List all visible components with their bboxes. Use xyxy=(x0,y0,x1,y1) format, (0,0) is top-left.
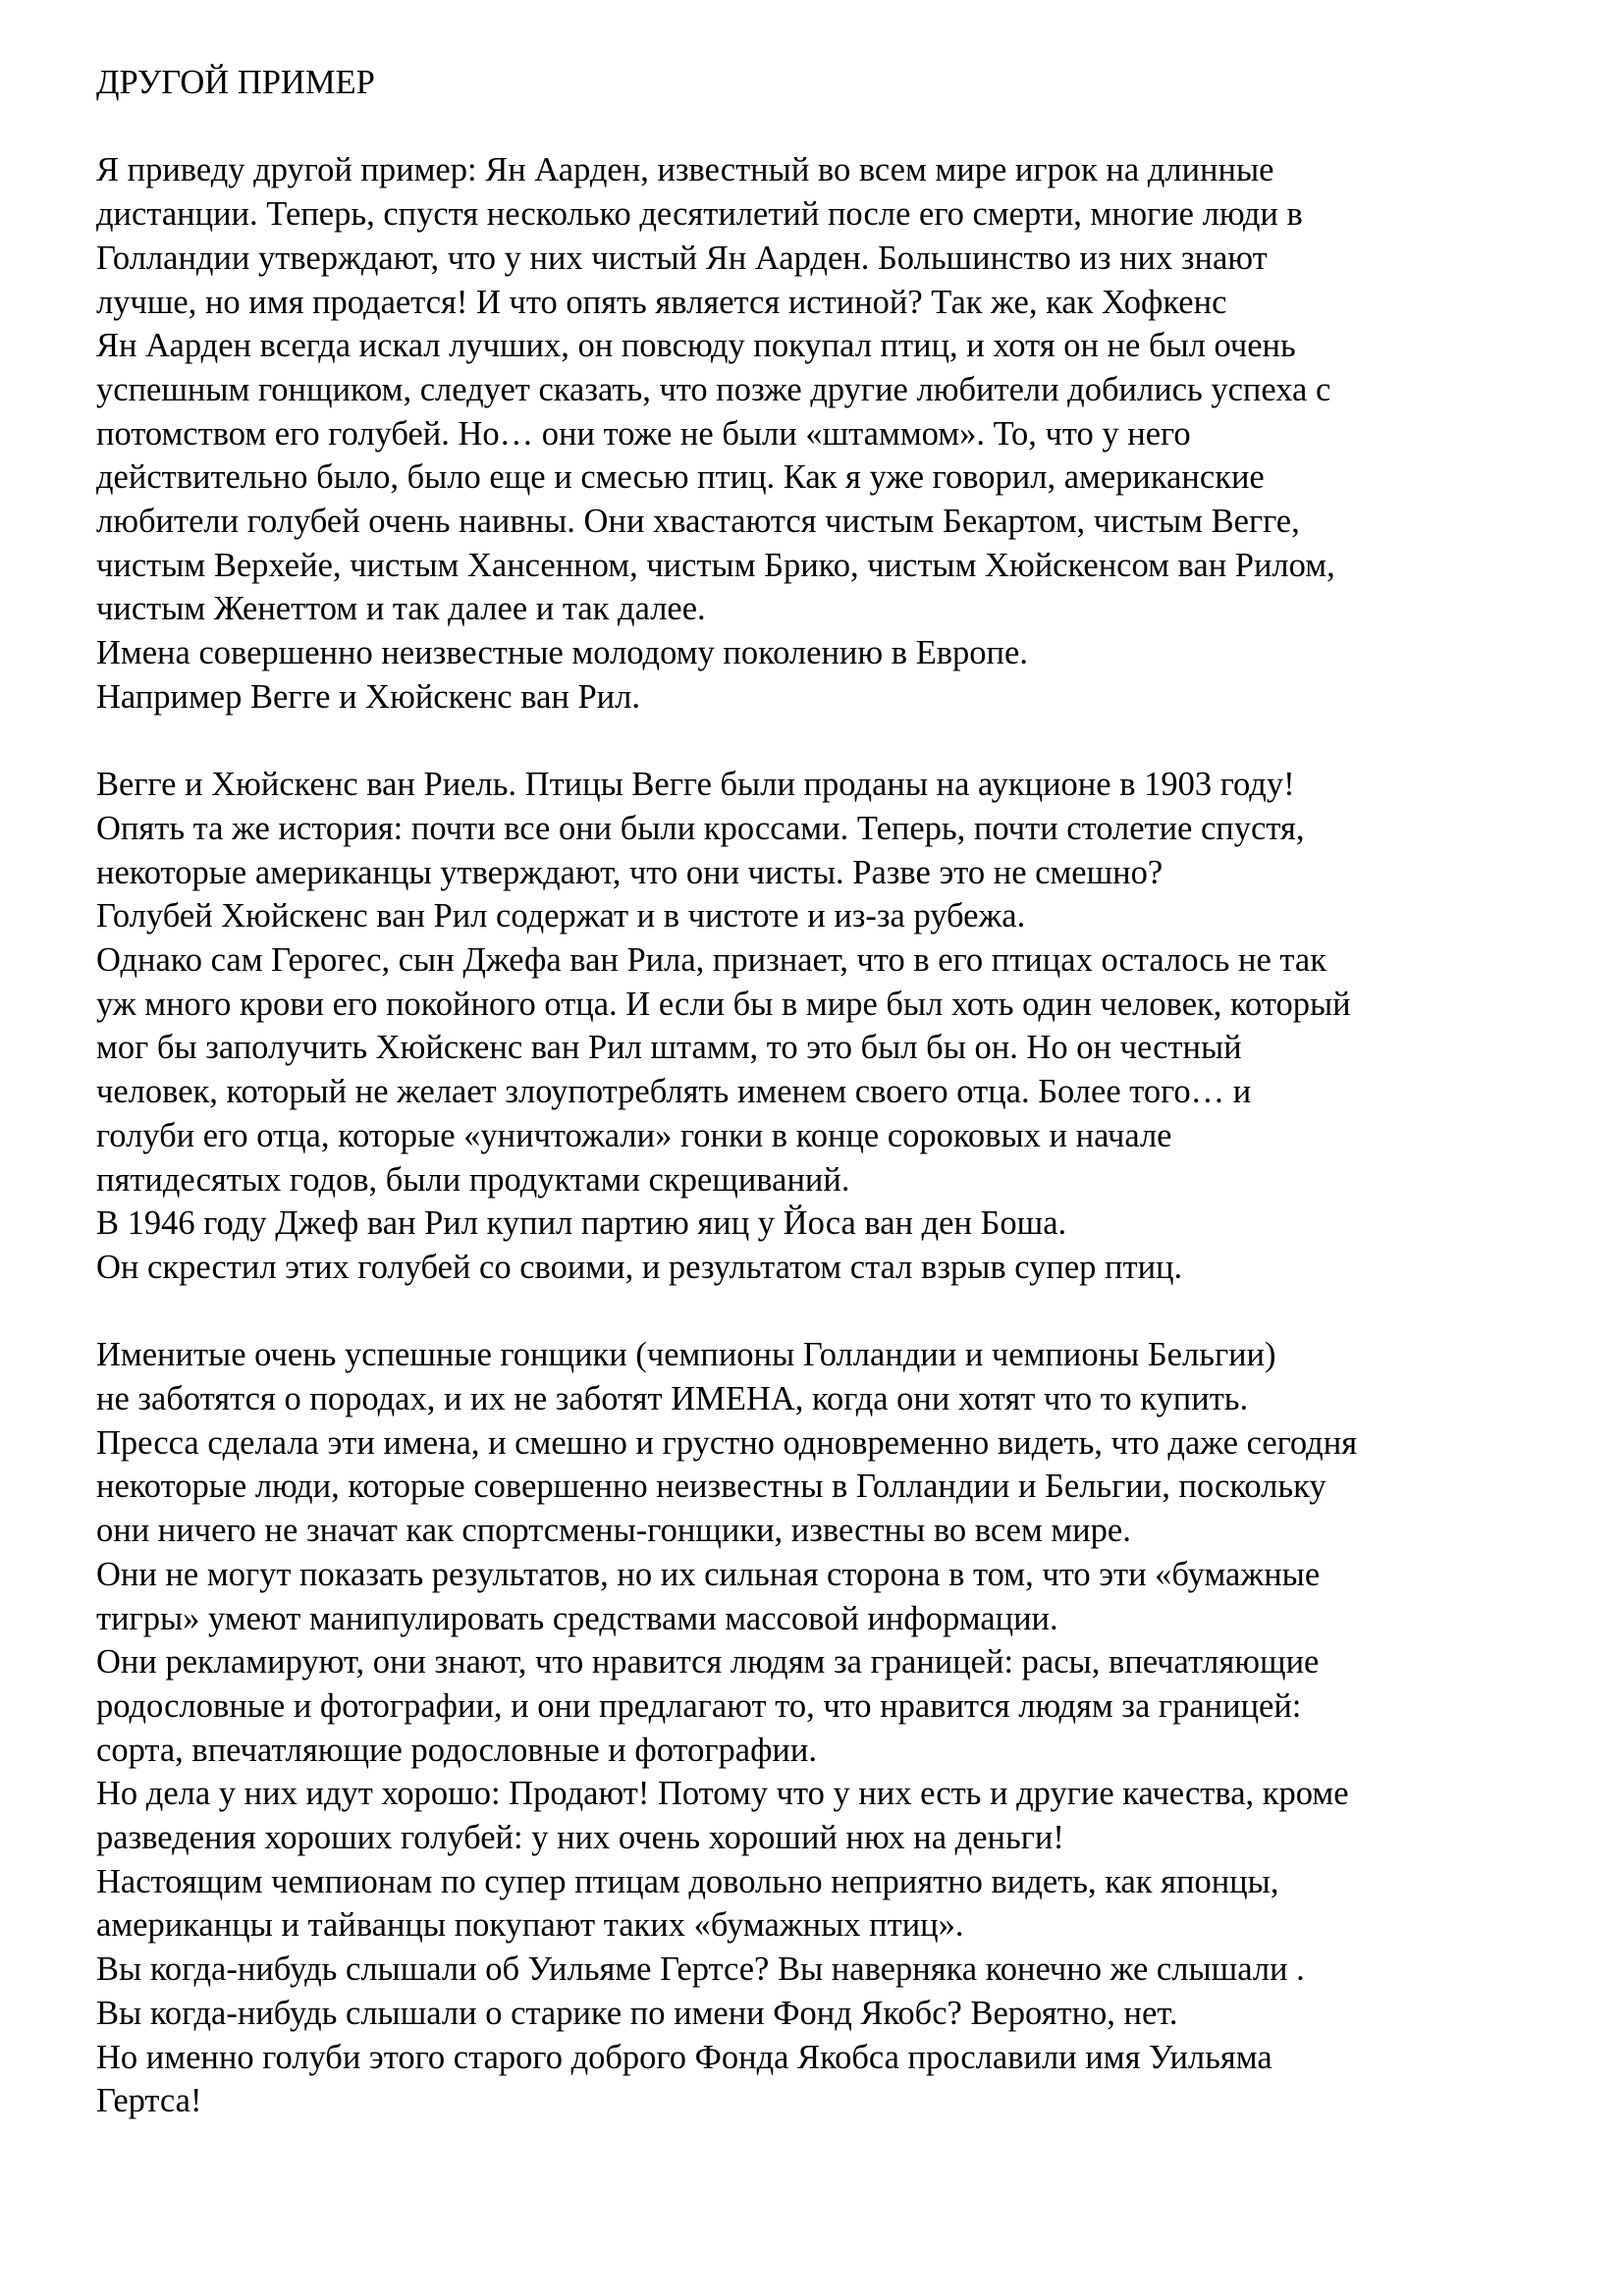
spacer xyxy=(96,1290,1549,1334)
text-line: сорта, впечатляющие родословные и фотографии. xyxy=(96,1731,817,1769)
text-line: дистанции. Теперь, спустя несколько десятилетий после его смерти, многие люди в xyxy=(96,195,1303,234)
text-line: американцы и тайванцы покупают таких «бумажных птиц». xyxy=(96,1906,964,1945)
text-line: Они не могут показать результатов, но их сильная сторона в том, что эти «бумажные xyxy=(96,1555,1321,1593)
text-line: пятидесятых годов, были продуктами скрещиваний. xyxy=(96,1160,850,1199)
text-line: родословные и фотографии, и они предлагают то, что нравится людям за границей: xyxy=(96,1686,1302,1725)
text-line: разведения хороших голубей: у них очень хороший нюх на деньги! xyxy=(96,1819,1064,1857)
text-line: Но именно голуби этого старого доброго Фонда Якобса прославили имя Уильяма xyxy=(96,2038,1272,2076)
text-line: потомством его голубей. Но… они тоже не были «штаммом». То, что у него xyxy=(96,414,1191,453)
paragraph-1 xyxy=(96,148,1549,719)
text-line: лучше, но имя продается! И что опять является истиной? Так же, как Хофкенс xyxy=(96,283,1227,321)
text-line: Вы когда-нибудь слышали об Уильяме Гертсе? Вы наверняка конечно же слышали . xyxy=(96,1950,1305,1989)
text-line: любители голубей очень наивны. Они хвастаются чистым Бекартом, чистым Вегге, xyxy=(96,503,1300,541)
spacer xyxy=(96,105,1549,149)
text-line: человек, который не желает злоупотреблять именем своего отца. Более того… и xyxy=(96,1073,1252,1111)
text-line: мог бы заполучить Хюйскенс ван Рил штамм, то это был бы он. Но он честный xyxy=(96,1029,1242,1067)
text-line: Они рекламируют, они знают, что нравится людям за границей: расы, впечатляющие xyxy=(96,1643,1320,1682)
text-line: В 1946 году Джеф ван Рил купил партию яиц у Йоса ван ден Боша. xyxy=(96,1204,1067,1243)
text-line: Вегге и Хюйскенс ван Риель. Птицы Вегге были проданы на аукционе в 1903 году! xyxy=(96,766,1295,804)
text-line: Вы когда-нибудь слышали о старике по имени Фонд Якобс? Вероятно, нет. xyxy=(96,1994,1178,2032)
text-line: некоторые американцы утверждают, что они чисты. Разве это не смешно? xyxy=(96,853,1164,891)
document-page xyxy=(96,61,1549,2123)
text-line: Имена совершенно неизвестные молодому поколению в Европе. xyxy=(96,634,1028,672)
text-line: Я приведу другой пример: Ян Аарден, известный во всем мире игрок на длинные xyxy=(96,151,1274,189)
text-line: Ян Аарден всегда искал лучших, он повсюду покупал птиц, и хотя он не был очень xyxy=(96,327,1296,365)
text-line: действительно было, было еще и смесью птиц. Как я уже говорил, американские xyxy=(96,458,1265,497)
text-line: Но дела у них идут хорошо: Продают! Потому что у них есть и другие качества, кроме xyxy=(96,1775,1349,1813)
text-line: Например Вегге и Хюйскенс ван Рил. xyxy=(96,677,640,716)
text-line: голуби его отца, которые «уничтожали» гонки в конце сороковых и начале xyxy=(96,1116,1172,1154)
text-line: Голубей Хюйскенс ван Рил содержат и в чистоте и из-за рубежа. xyxy=(96,897,1026,935)
paragraph-3 xyxy=(96,1333,1549,2123)
text-line: некоторые люди, которые совершенно неизвестны в Голландии и Бельгии, поскольку xyxy=(96,1468,1326,1506)
text-line: Гертса! xyxy=(96,2082,202,2120)
text-line: Голландии утверждают, что у них чистый Ян Аарден. Большинство из них знают xyxy=(96,239,1268,277)
page-title: ДРУГОЙ ПРИМЕР xyxy=(96,64,375,101)
paragraph-2 xyxy=(96,763,1549,1289)
text-line: чистым Верхейе, чистым Хансенном, чистым Брико, чистым Хюйскенсом ван Рилом, xyxy=(96,546,1335,584)
text-line: Опять та же история: почти все они были кроссами. Теперь, почти столетие спустя, xyxy=(96,809,1305,847)
text-line: Пресса сделала эти имена, и смешно и грустно одновременно видеть, что даже сегодня xyxy=(96,1423,1358,1462)
text-line: Настоящим чемпионам по супер птицам довольно неприятно видеть, как японцы, xyxy=(96,1862,1279,1900)
text-line: уж много крови его покойного отца. И если бы в мире был хоть один человек, который xyxy=(96,985,1351,1023)
text-line: они ничего не значат как спортсмены-гонщики, известны во всем мире. xyxy=(96,1512,1131,1550)
text-line: успешным гонщиком, следует сказать, что позже другие любители добились успеха с xyxy=(96,370,1331,408)
text-line: не заботятся о породах, и их не заботят ИМЕНА, когда они хотят что то купить. xyxy=(96,1380,1249,1418)
spacer xyxy=(96,720,1549,764)
text-line: Однако сам Герогес, сын Джефа ван Рила, признает, что в его птицах осталось не так xyxy=(96,941,1326,980)
text-line: чистым Женеттом и так далее и так далее. xyxy=(96,590,706,628)
text-line: Именитые очень успешные гонщики (чемпионы Голландии и чемпионы Бельгии) xyxy=(96,1336,1276,1374)
text-line: тигры» умеют манипулировать средствами массовой информации. xyxy=(96,1599,1058,1637)
text-line: Он скрестил этих голубей со своими, и результатом стал взрыв супер птиц. xyxy=(96,1248,1183,1286)
